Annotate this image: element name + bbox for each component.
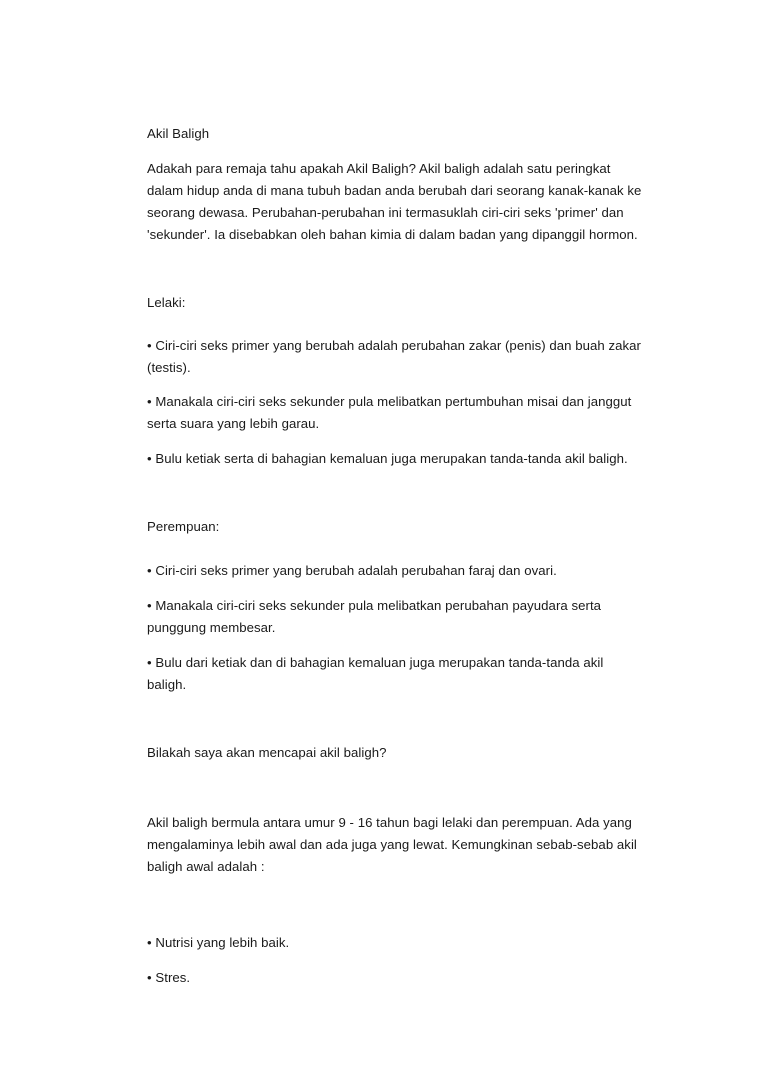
male-heading: Lelaki: bbox=[147, 295, 186, 310]
question-heading: Bilakah saya akan mencapai akil baligh? bbox=[147, 745, 387, 760]
male-point-line: • Ciri-ciri seks primer yang berubah adalah perubahan zakar (penis) dan buah zakar bbox=[147, 338, 641, 353]
cause-item: • Nutrisi yang lebih baik. bbox=[147, 935, 290, 950]
female-point-line: • Ciri-ciri seks primer yang berubah adalah perubahan faraj dan ovari. bbox=[147, 563, 557, 578]
intro-line: dalam hidup anda di mana tubuh badan anda berubah dari seorang kanak-kanak ke bbox=[147, 183, 642, 198]
female-point-line: • Manakala ciri-ciri seks sekunder pula melibatkan perubahan payudara serta bbox=[147, 598, 602, 613]
male-point-line: • Manakala ciri-ciri seks sekunder pula melibatkan pertumbuhan misai dan janggut bbox=[147, 394, 632, 409]
cause-item: • Stres. bbox=[147, 970, 191, 985]
answer-line: baligh awal adalah : bbox=[147, 859, 265, 874]
male-point-line: (testis). bbox=[147, 360, 191, 375]
female-heading: Perempuan: bbox=[147, 519, 220, 534]
answer-line: Akil baligh bermula antara umur 9 - 16 tahun bagi lelaki dan perempuan. Ada yang bbox=[147, 815, 632, 830]
document-title: Akil Baligh bbox=[147, 126, 210, 141]
male-point-line: serta suara yang lebih garau. bbox=[147, 416, 320, 431]
female-point-line: punggung membesar. bbox=[147, 620, 276, 635]
intro-line: seorang dewasa. Perubahan-perubahan ini termasuklah ciri-ciri seks 'primer' dan bbox=[147, 205, 624, 220]
female-point-line: baligh. bbox=[147, 677, 187, 692]
answer-line: mengalaminya lebih awal dan ada juga yang lewat. Kemungkinan sebab-sebab akil bbox=[147, 837, 637, 852]
intro-line: Adakah para remaja tahu apakah Akil Baligh? Akil baligh adalah satu peringkat bbox=[147, 161, 611, 176]
female-point-line: • Bulu dari ketiak dan di bahagian kemaluan juga merupakan tanda-tanda akil bbox=[147, 655, 604, 670]
male-point-line: • Bulu ketiak serta di bahagian kemaluan juga merupakan tanda-tanda akil baligh. bbox=[147, 451, 628, 466]
intro-line: 'sekunder'. Ia disebabkan oleh bahan kimia di dalam badan yang dipanggil hormon. bbox=[147, 227, 638, 242]
